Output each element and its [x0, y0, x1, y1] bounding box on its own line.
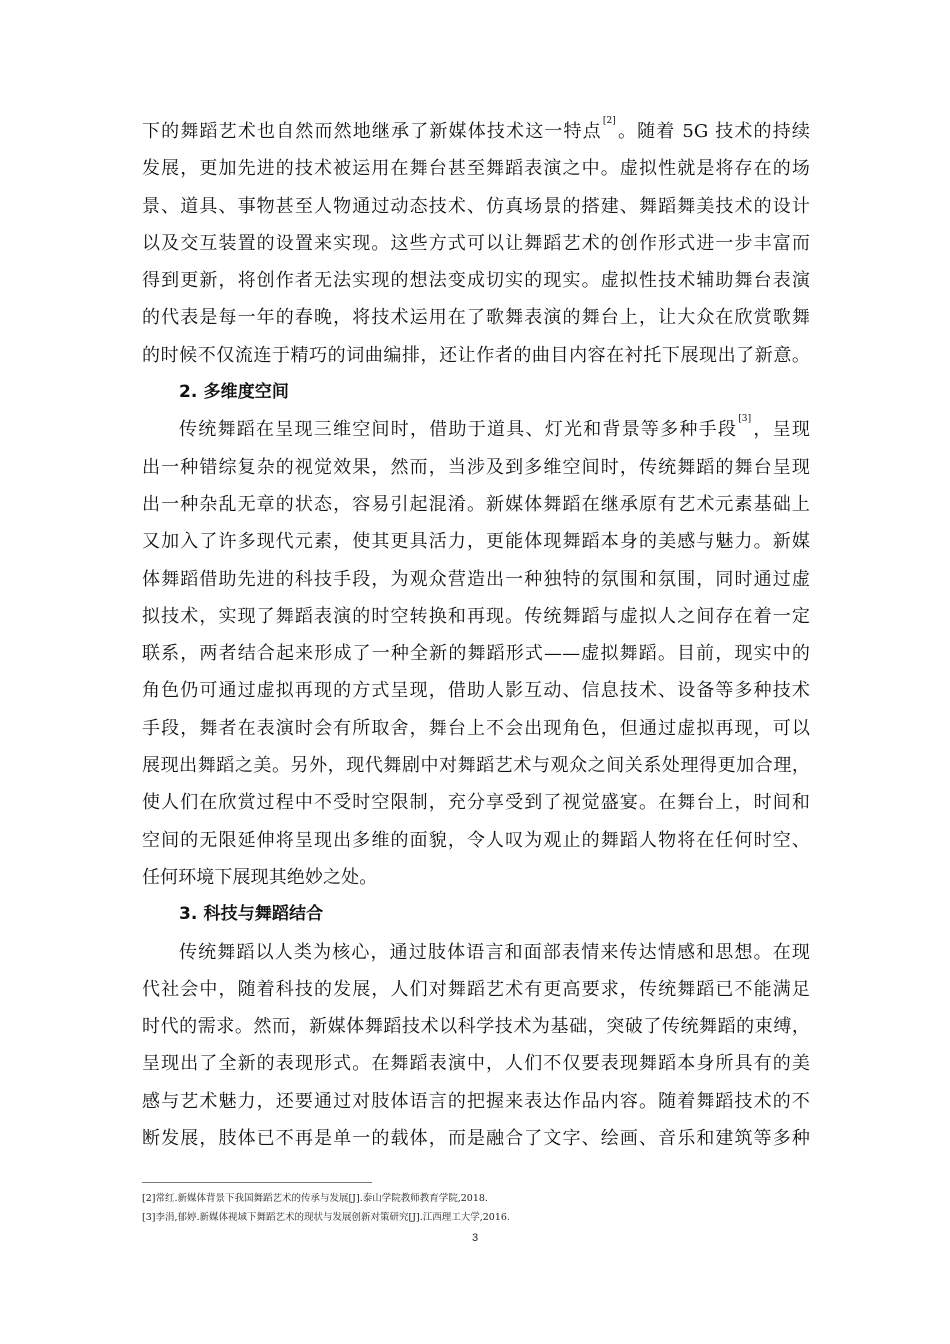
citation-marker: [3]: [738, 414, 752, 425]
line-text: 时代的需求。然而，新媒体舞蹈技术以科学技术为基础，突破了传统舞蹈的束缚，: [142, 1016, 810, 1038]
line-text: 呈现出了全新的表现形式。在舞蹈表演中，人们不仅要表现舞蹈本身所具有的美: [142, 1053, 810, 1075]
text-line: [142, 150, 810, 187]
line-text: 拟技术，实现了舞蹈表演的时空转换和再现。传统舞蹈与虚拟人之间存在着一定: [142, 605, 810, 627]
line-text: 以及交互装置的设置来实现。这些方式可以让舞蹈艺术的创作形式进一步丰富而: [142, 232, 810, 254]
line-text: 得到更新，将创作者无法实现的想法变成切实的现实。虚拟性技术辅助舞台表演: [142, 270, 810, 292]
line-text: 的时候不仅流连于精巧的词曲编排，还让作者的曲目内容在衬托下展现出了新意。: [142, 344, 810, 366]
page-number: 3: [471, 1232, 479, 1244]
text-line: [142, 635, 810, 672]
text-line: [142, 784, 810, 821]
text-line: [142, 262, 810, 299]
footnotes: [142, 1189, 842, 1227]
line-text: 代社会中，随着科技的发展，人们对舞蹈艺术有更高要求，传统舞蹈已不能满足: [142, 978, 810, 1000]
footnote: [2]常红.新媒体背景下我国舞蹈艺术的传承与发展[J].泰山学院教师教育学院,2018.: [142, 1193, 488, 1204]
text-line: [142, 225, 810, 262]
line-text-continued: 。随着 5G 技术的持续: [616, 121, 810, 142]
text-line: [142, 971, 810, 1008]
line-text: 体舞蹈借助先进的科技手段，为观众营造出一种独特的氛围和氛围，同时通过虚: [142, 568, 810, 590]
body-text: [142, 113, 810, 1157]
footnote-separator: [142, 1182, 372, 1183]
text-line: [142, 486, 810, 523]
line-text: 的代表是每一年的春晚，将技术运用在了歌舞表演的舞台上，让大众在欣赏歌舞: [142, 307, 810, 329]
text-line: [142, 598, 810, 635]
text-line: [142, 188, 810, 225]
line-text-continued: ，呈现: [752, 419, 810, 441]
text-line: [142, 859, 810, 896]
line-text: 下的舞蹈艺术也自然而然地继承了新媒体技术这一特点: [142, 121, 602, 142]
text-line: [142, 523, 810, 560]
text-line: [142, 337, 810, 374]
line-text: 任何环境下展现其绝妙之处。: [142, 866, 378, 888]
text-line: [142, 411, 810, 448]
line-text: 角色仍可通过虚拟再现的方式呈现，借助人影互动、信息技术、设备等多种技术: [142, 680, 810, 702]
text-line: [142, 299, 810, 336]
text-line: [142, 561, 810, 598]
text-line: [142, 1120, 810, 1157]
section-heading: [142, 374, 810, 411]
citation-marker: [2]: [602, 116, 616, 126]
line-text: 展现出舞蹈之美。另外，现代舞剧中对舞蹈艺术与观众之间关系处理得更加合理，: [142, 755, 810, 777]
line-text: 出一种错综复杂的视觉效果，然而，当涉及到多维空间时，传统舞蹈的舞台呈现: [142, 456, 810, 478]
text-line: [142, 822, 810, 859]
text-line: [142, 1008, 810, 1045]
section-heading: [142, 896, 810, 933]
text-line: [142, 672, 810, 709]
line-text: 传统舞蹈在呈现三维空间时，借助于道具、灯光和背景等多种手段: [179, 419, 738, 441]
text-line: [142, 1083, 810, 1120]
text-line: [142, 113, 810, 150]
text-line: [142, 1045, 810, 1082]
line-text: 使人们在欣赏过程中不受时空限制，充分享受到了视觉盛宴。在舞台上，时间和: [142, 792, 810, 814]
text-line: [142, 710, 810, 747]
line-text: 断发展，肢体已不再是单一的载体，而是融合了文字、绘画、音乐和建筑等多种: [142, 1128, 810, 1150]
line-text: 景、道具、事物甚至人物通过动态技术、仿真场景的搭建、舞蹈舞美技术的设计: [142, 195, 810, 217]
line-text: 3. 科技与舞蹈结合: [179, 904, 324, 925]
line-text: 感与艺术魅力，还要通过对肢体语言的把握来表达作品内容。随着舞蹈技术的不: [142, 1090, 810, 1112]
footnote: [3]李涓,郁婷.新媒体视域下舞蹈艺术的现状与发展创新对策研究[J].江西理工大学,2016.: [142, 1212, 510, 1223]
text-line: [142, 934, 810, 971]
line-text: 又加入了许多现代元素，使其更具活力，更能体现舞蹈本身的美感与魅力。新媒: [142, 531, 810, 553]
line-text: 发展，更加先进的技术被运用在舞台甚至舞蹈表演之中。虚拟性就是将存在的场: [142, 158, 810, 180]
line-text: 出一种杂乱无章的状态，容易引起混淆。新媒体舞蹈在继承原有艺术元素基础上: [142, 493, 810, 515]
text-line: [142, 449, 810, 486]
line-text: 空间的无限延伸将呈现出多维的面貌，令人叹为观止的舞蹈人物将在任何时空、: [142, 829, 810, 851]
line-text: 手段，舞者在表演时会有所取舍，舞台上不会出现角色，但通过虚拟再现，可以: [142, 717, 810, 739]
text-line: [142, 747, 810, 784]
line-text: 传统舞蹈以人类为核心，通过肢体语言和面部表情来传达情感和思想。在现: [179, 941, 810, 963]
line-text: 联系，两者结合起来形成了一种全新的舞蹈形式——虚拟舞蹈。目前，现实中的: [142, 643, 810, 665]
line-text: 2. 多维度空间: [179, 382, 290, 403]
